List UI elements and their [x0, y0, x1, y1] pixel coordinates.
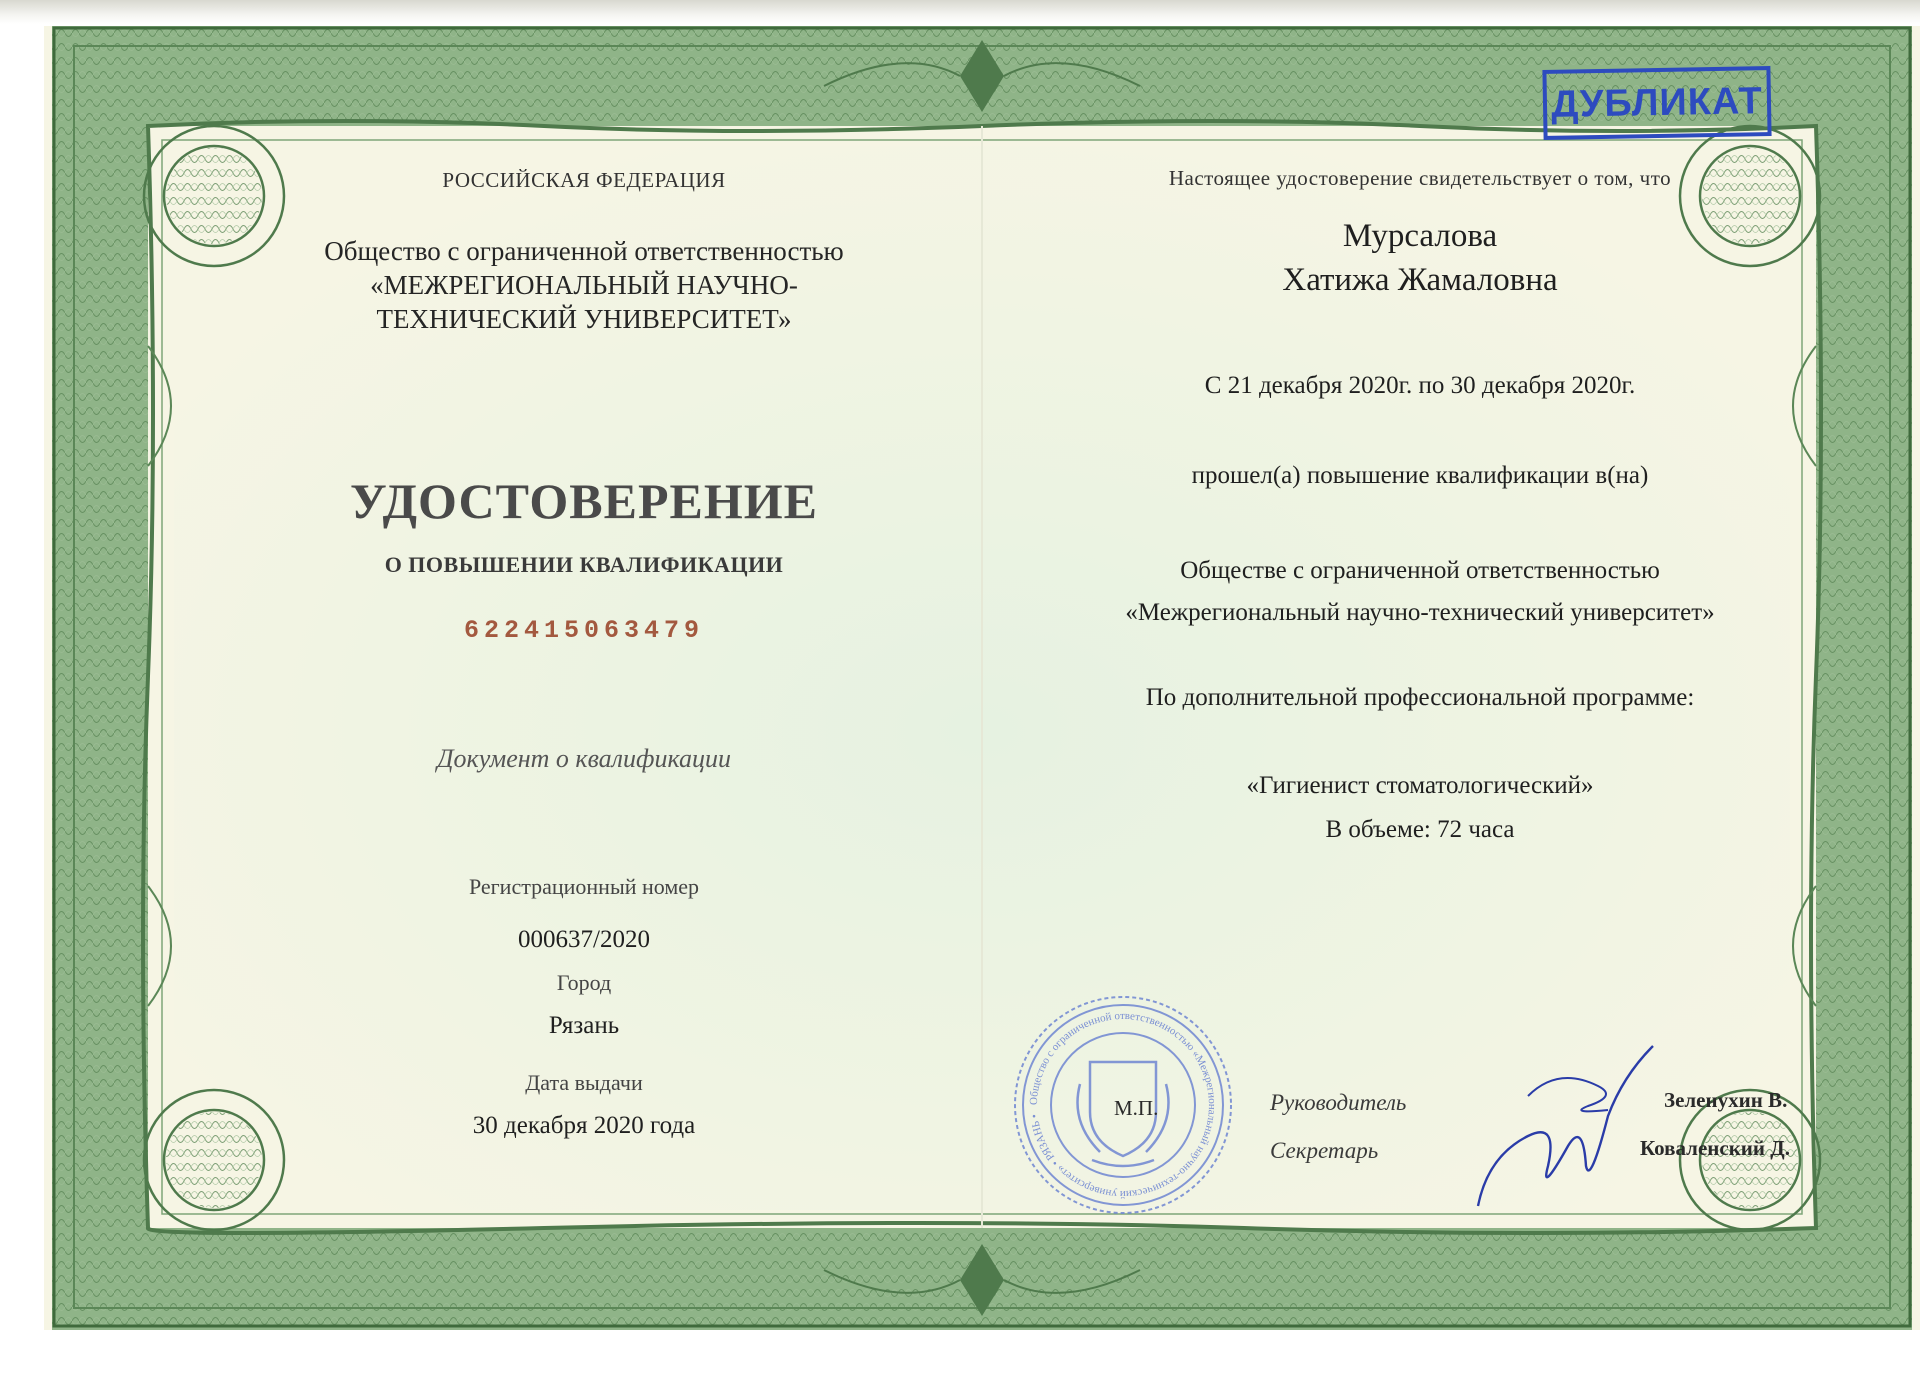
issue-date-label: Дата выдачи — [525, 1070, 643, 1095]
city-label: Город — [556, 970, 612, 995]
seal-place-label: М.П. — [1114, 1096, 1159, 1120]
holder-surname: Мурсалова — [1342, 218, 1498, 254]
document-type: Документ о квалификации — [437, 744, 731, 773]
institution-line-1: Обществе с ограниченной ответственностью — [1180, 557, 1660, 584]
org-line-2: «МЕЖРЕГИОНАЛЬНЫЙ НАУЧНО- — [370, 270, 798, 300]
org-name — [234, 234, 934, 336]
training-period: С 21 декабря 2020г. по 30 декабря 2020г. — [1204, 372, 1636, 399]
document-title: УДОСТОВЕРЕНИЕ — [350, 473, 818, 529]
document-subtitle: О ПОВЫШЕНИИ КВАЛИФИКАЦИИ — [384, 552, 784, 577]
certificate — [44, 26, 1920, 1330]
holder-name — [1050, 214, 1790, 302]
institution-line-2: «Межрегиональный научно-технический университет» — [1125, 599, 1715, 626]
program-label: По дополнительной профессиональной программе: — [1145, 684, 1695, 711]
registration-number: 000637/2020 — [518, 926, 650, 953]
duplicate-stamp: ДУБЛИКАТ — [1542, 66, 1771, 140]
secretary-signer-name: Коваленский Д. — [1640, 1136, 1790, 1160]
holder-given-names: Хатижа Жамаловна — [1282, 262, 1558, 298]
registration-label: Регистрационный номер — [468, 874, 700, 899]
institution — [1050, 550, 1790, 634]
head-signer-name: Зеленухин В. — [1664, 1088, 1788, 1112]
city-value: Рязань — [548, 1012, 620, 1039]
certificate-intro: Настоящее удостоверение свидетельствует о том, что — [1168, 166, 1672, 190]
program-volume: В объеме: 72 часа — [1325, 816, 1515, 843]
secretary-role: Секретарь — [1270, 1138, 1379, 1163]
signature — [1468, 1026, 1668, 1226]
country-label: РОССИЙСКАЯ ФЕДЕРАЦИЯ — [442, 168, 726, 192]
org-line-1: Общество с ограниченной ответственностью — [324, 236, 844, 266]
program-name: «Гигиенист стоматологический» — [1246, 772, 1594, 799]
issue-date: 30 декабря 2020 года — [472, 1112, 696, 1139]
org-line-3: ТЕХНИЧЕСКИЙ УНИВЕРСИТЕТ» — [376, 304, 792, 334]
serial-number: 622415063479 — [463, 616, 705, 645]
completion-statement: прошел(а) повышение квалификации в(на) — [1191, 462, 1649, 489]
scan-edge — [0, 0, 1920, 24]
head-role: Руководитель — [1270, 1090, 1407, 1115]
seal-ring-text: Общество с ограниченной ответственностью «Межрегиональный научно-технический университет» • РЯЗАНЬ • — [1027, 1009, 1219, 1201]
